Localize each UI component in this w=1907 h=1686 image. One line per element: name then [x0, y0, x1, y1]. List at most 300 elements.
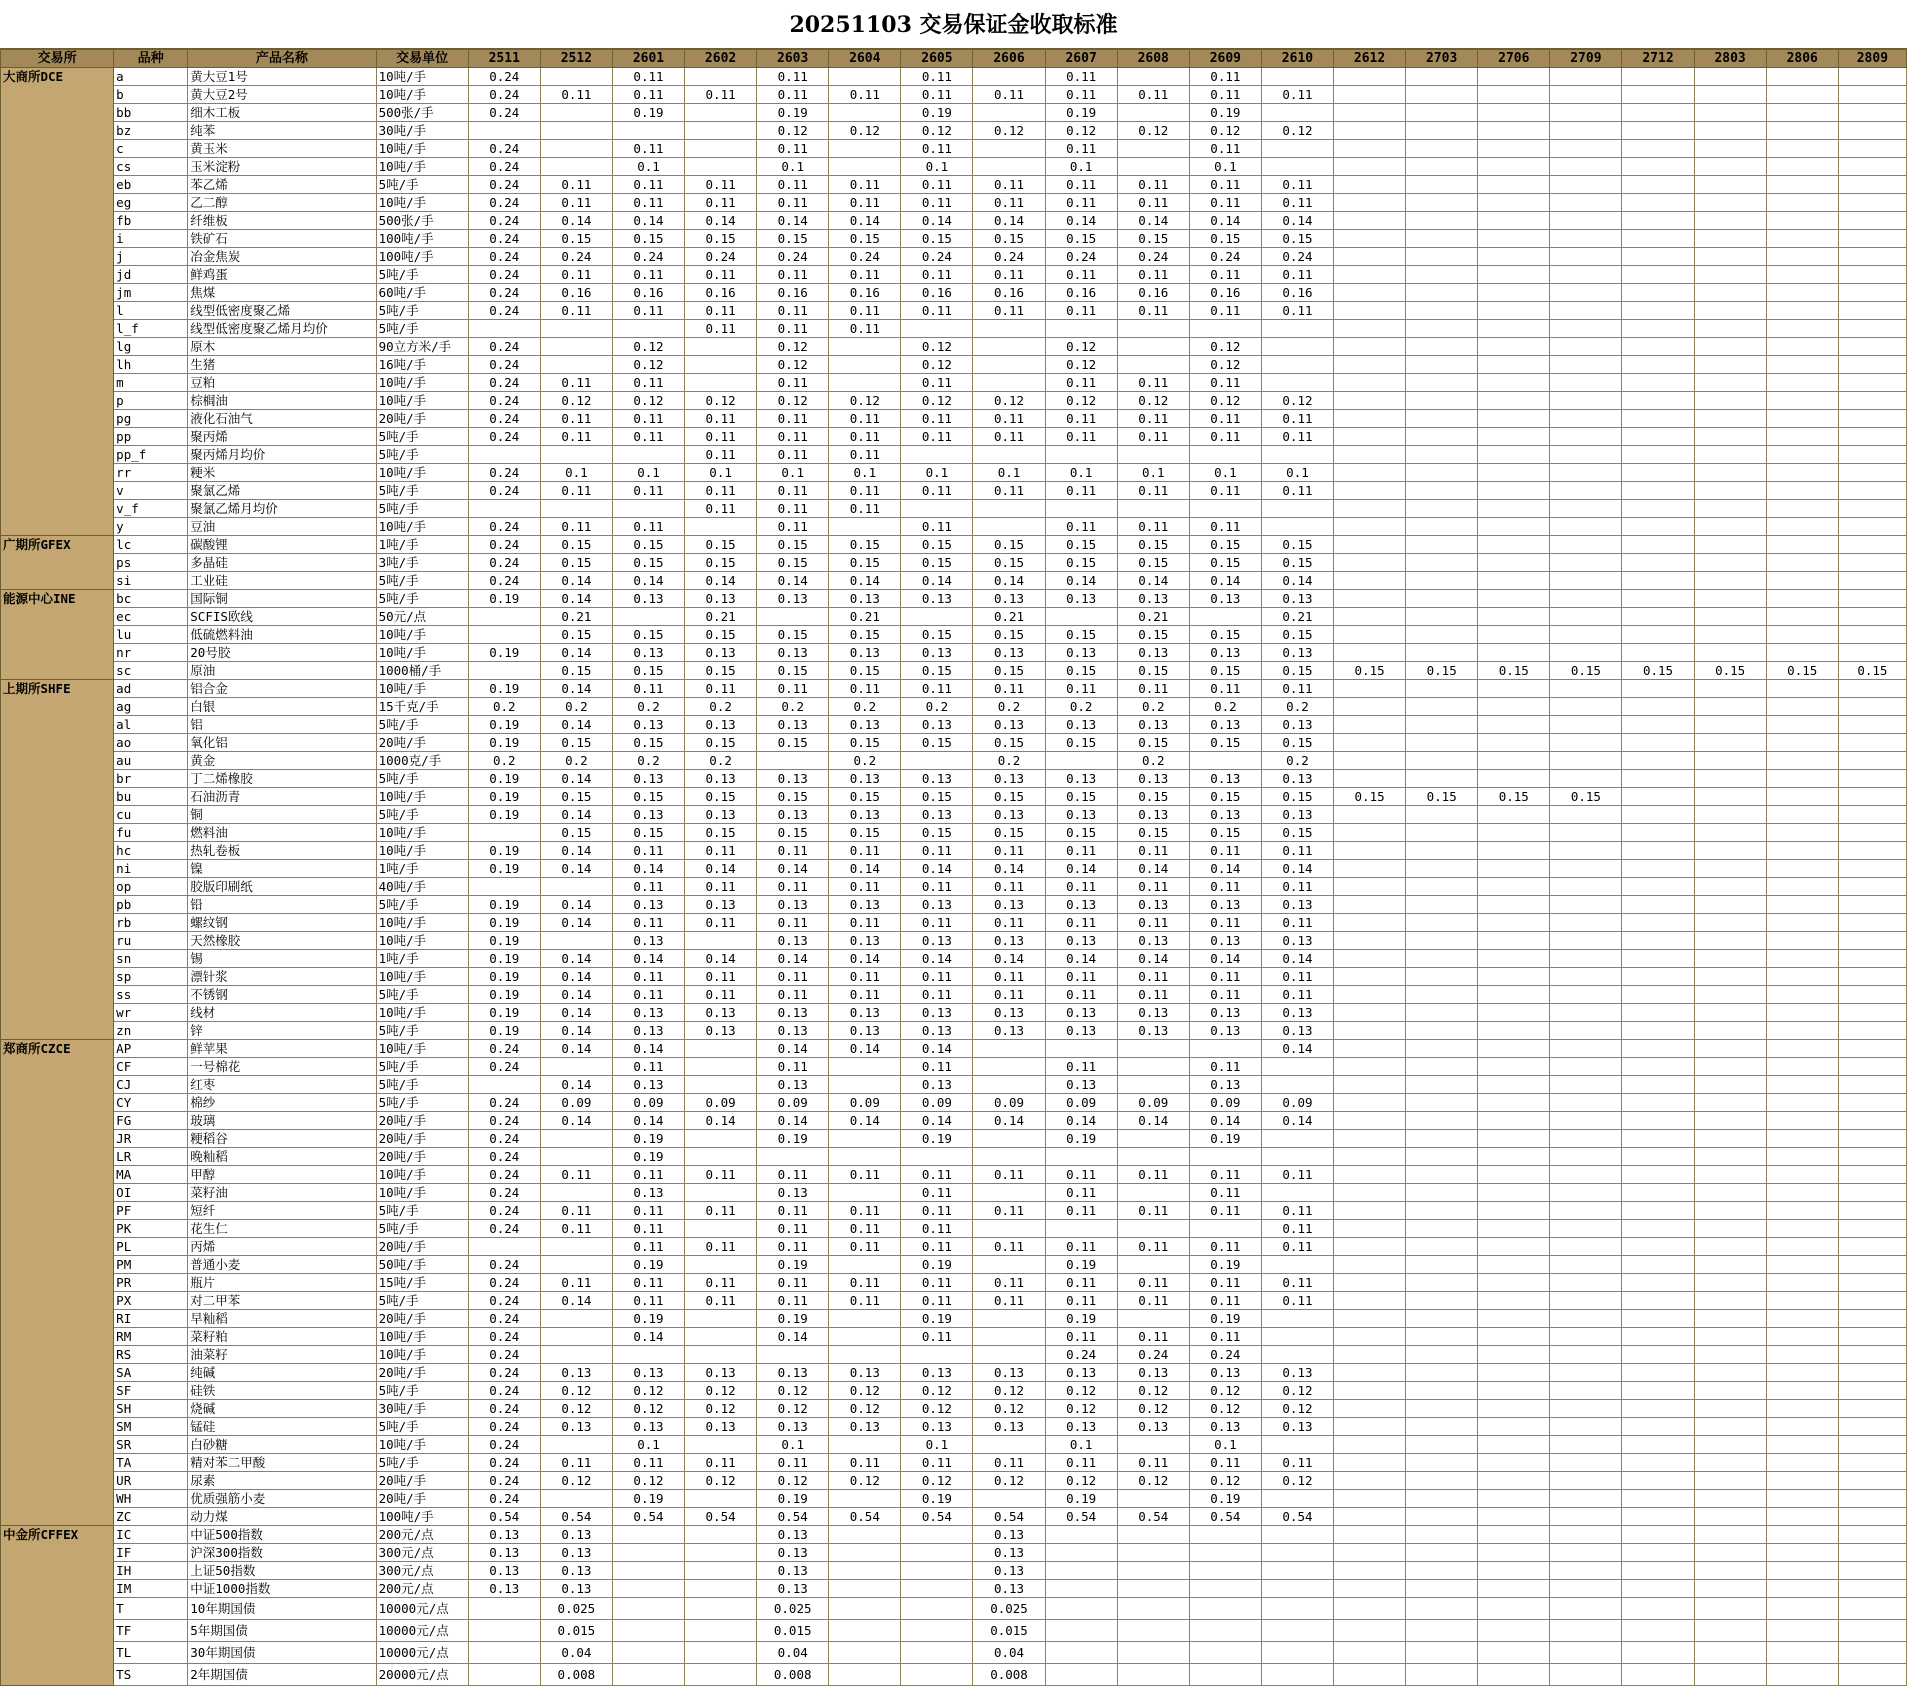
margin-rate-cell [1766, 1076, 1838, 1094]
margin-rate-cell [1694, 1436, 1766, 1454]
margin-rate-cell [1478, 1220, 1550, 1238]
margin-rate-cell [1838, 176, 1906, 194]
column-header: 2703 [1406, 50, 1478, 68]
margin-rate-cell: 0.14 [540, 1076, 612, 1094]
margin-rate-cell [1694, 1148, 1766, 1166]
margin-rate-cell [1334, 68, 1406, 86]
margin-rate-cell: 0.12 [973, 1382, 1045, 1400]
margin-rate-cell: 0.11 [1189, 302, 1261, 320]
margin-rate-cell: 0.12 [901, 122, 973, 140]
margin-rate-cell [1694, 788, 1766, 806]
product-name-cell: 油菜籽 [188, 1346, 376, 1364]
margin-rate-cell [1766, 536, 1838, 554]
margin-rate-cell: 0.11 [612, 428, 684, 446]
margin-rate-cell [612, 446, 684, 464]
margin-rate-cell: 0.15 [973, 788, 1045, 806]
margin-rate-cell: 0.13 [757, 1580, 829, 1598]
margin-rate-cell: 0.11 [1189, 86, 1261, 104]
margin-rate-cell [1694, 950, 1766, 968]
margin-rate-cell [1766, 1148, 1838, 1166]
margin-rate-cell [1694, 1508, 1766, 1526]
margin-rate-cell [1478, 1642, 1550, 1664]
product-name-cell: 普通小麦 [188, 1256, 376, 1274]
margin-rate-cell: 0.14 [540, 950, 612, 968]
margin-rate-cell: 0.13 [1261, 644, 1333, 662]
margin-rate-cell: 0.12 [901, 1472, 973, 1490]
margin-rate-cell [1334, 1076, 1406, 1094]
margin-rate-cell [1766, 1274, 1838, 1292]
margin-rate-cell [1334, 626, 1406, 644]
margin-rate-cell: 0.12 [757, 1382, 829, 1400]
margin-rate-cell: 0.14 [829, 1112, 901, 1130]
margin-rate-cell: 0.11 [757, 680, 829, 698]
margin-rate-cell [612, 1580, 684, 1598]
exchange-cell: 上期所SHFE [1, 680, 114, 1040]
margin-rate-cell: 0.11 [1117, 176, 1189, 194]
margin-rate-cell: 0.24 [468, 1328, 540, 1346]
margin-rate-cell [829, 1148, 901, 1166]
margin-rate-cell: 0.14 [540, 860, 612, 878]
margin-rate-cell: 0.11 [1261, 482, 1333, 500]
margin-rate-cell [1478, 212, 1550, 230]
margin-rate-cell [1406, 428, 1478, 446]
margin-rate-cell: 0.13 [901, 932, 973, 950]
product-name-cell: 冶金焦炭 [188, 248, 376, 266]
margin-rate-cell: 0.15 [612, 788, 684, 806]
margin-rate-cell [685, 1642, 757, 1664]
margin-rate-cell [1406, 842, 1478, 860]
margin-rate-cell [1550, 716, 1622, 734]
margin-rate-cell: 0.11 [757, 1274, 829, 1292]
margin-rate-cell: 0.15 [1117, 788, 1189, 806]
margin-rate-cell [1406, 122, 1478, 140]
margin-rate-cell [829, 158, 901, 176]
margin-rate-cell [1478, 1580, 1550, 1598]
margin-rate-cell [1622, 806, 1694, 824]
margin-rate-cell [1622, 482, 1694, 500]
margin-rate-cell [685, 104, 757, 122]
table-row [1, 896, 1907, 914]
margin-rate-cell [1334, 1166, 1406, 1184]
margin-rate-cell: 0.11 [685, 1274, 757, 1292]
margin-rate-cell [1550, 1562, 1622, 1580]
margin-rate-cell [1550, 158, 1622, 176]
margin-rate-cell [1838, 1310, 1906, 1328]
margin-rate-cell: 0.15 [1045, 554, 1117, 572]
margin-rate-cell [1117, 68, 1189, 86]
margin-rate-cell: 0.15 [685, 662, 757, 680]
margin-rate-cell: 0.13 [829, 716, 901, 734]
margin-rate-cell [1478, 1238, 1550, 1256]
margin-rate-cell [1261, 1436, 1333, 1454]
margin-rate-cell [1478, 734, 1550, 752]
margin-rate-cell [1334, 1184, 1406, 1202]
margin-rate-cell: 0.11 [540, 374, 612, 392]
margin-rate-cell: 0.12 [973, 392, 1045, 410]
margin-rate-cell: 0.24 [468, 140, 540, 158]
margin-rate-cell: 0.13 [468, 1526, 540, 1544]
table-row [1, 878, 1907, 896]
margin-rate-cell [1189, 1664, 1261, 1686]
margin-rate-cell [1334, 212, 1406, 230]
margin-rate-cell [1478, 518, 1550, 536]
margin-rate-cell [1622, 986, 1694, 1004]
margin-rate-cell [540, 1328, 612, 1346]
margin-rate-cell: 0.15 [612, 626, 684, 644]
margin-rate-cell [1766, 1094, 1838, 1112]
margin-rate-cell: 0.13 [685, 716, 757, 734]
margin-rate-cell [1622, 140, 1694, 158]
margin-rate-cell [1622, 1598, 1694, 1620]
margin-rate-cell [1117, 356, 1189, 374]
margin-rate-cell [1478, 356, 1550, 374]
margin-rate-cell: 0.15 [973, 536, 1045, 554]
symbol-cell: br [114, 770, 188, 788]
margin-rate-cell: 0.12 [1189, 122, 1261, 140]
margin-rate-cell: 0.1 [757, 158, 829, 176]
margin-rate-cell: 0.15 [1838, 662, 1906, 680]
margin-rate-cell [1189, 1580, 1261, 1598]
margin-rate-cell: 0.025 [757, 1598, 829, 1620]
margin-rate-cell [1838, 1022, 1906, 1040]
margin-rate-cell: 0.13 [1045, 1076, 1117, 1094]
margin-rate-cell: 0.12 [1117, 1400, 1189, 1418]
margin-rate-cell [1406, 1004, 1478, 1022]
product-name-cell: 黄大豆1号 [188, 68, 376, 86]
margin-rate-cell: 0.13 [685, 806, 757, 824]
margin-rate-cell: 0.24 [468, 1418, 540, 1436]
symbol-cell: WH [114, 1490, 188, 1508]
margin-rate-cell: 0.19 [901, 1310, 973, 1328]
margin-rate-cell: 0.19 [468, 770, 540, 788]
margin-rate-cell: 0.04 [540, 1642, 612, 1664]
margin-rate-cell [1766, 1310, 1838, 1328]
margin-rate-cell: 0.11 [757, 482, 829, 500]
margin-rate-cell [973, 1256, 1045, 1274]
margin-rate-cell [1622, 1058, 1694, 1076]
margin-rate-cell [1334, 878, 1406, 896]
trade-unit-cell: 20吨/手 [376, 1490, 468, 1508]
margin-rate-cell [1694, 104, 1766, 122]
margin-rate-cell: 0.13 [829, 644, 901, 662]
margin-rate-cell: 0.12 [901, 338, 973, 356]
margin-rate-cell: 0.14 [540, 986, 612, 1004]
margin-rate-cell [1406, 716, 1478, 734]
margin-rate-cell [1550, 1580, 1622, 1598]
symbol-cell: nr [114, 644, 188, 662]
trade-unit-cell: 20吨/手 [376, 734, 468, 752]
margin-rate-cell: 0.11 [901, 968, 973, 986]
margin-rate-cell: 0.15 [901, 734, 973, 752]
margin-rate-cell [973, 1076, 1045, 1094]
margin-rate-cell [901, 446, 973, 464]
table-row [1, 356, 1907, 374]
margin-rate-cell: 0.19 [1045, 104, 1117, 122]
margin-rate-cell: 0.11 [1045, 1058, 1117, 1076]
margin-rate-cell [829, 1642, 901, 1664]
margin-rate-cell [1694, 428, 1766, 446]
trade-unit-cell: 10吨/手 [376, 140, 468, 158]
margin-rate-cell: 0.1 [612, 1436, 684, 1454]
margin-rate-cell [1550, 1508, 1622, 1526]
margin-rate-cell [1550, 1238, 1622, 1256]
margin-rate-cell: 0.24 [468, 554, 540, 572]
margin-rate-cell: 0.14 [829, 950, 901, 968]
margin-rate-cell: 0.14 [901, 860, 973, 878]
margin-rate-cell: 0.19 [1045, 1130, 1117, 1148]
trade-unit-cell: 100吨/手 [376, 248, 468, 266]
margin-rate-cell: 0.12 [540, 1382, 612, 1400]
margin-rate-cell [1766, 824, 1838, 842]
margin-rate-cell: 0.13 [829, 1418, 901, 1436]
margin-rate-cell: 0.11 [1117, 482, 1189, 500]
margin-rate-cell [1478, 284, 1550, 302]
margin-rate-cell: 0.15 [1261, 230, 1333, 248]
margin-rate-cell [1406, 680, 1478, 698]
margin-rate-cell [1478, 410, 1550, 428]
margin-rate-cell [1334, 176, 1406, 194]
column-header: 2512 [540, 50, 612, 68]
margin-rate-cell [1334, 1664, 1406, 1686]
margin-rate-cell [1117, 1040, 1189, 1058]
margin-rate-cell: 0.11 [1189, 194, 1261, 212]
margin-rate-cell [1766, 1642, 1838, 1664]
table-row [1, 788, 1907, 806]
margin-rate-cell [1550, 824, 1622, 842]
margin-rate-cell [1766, 842, 1838, 860]
margin-rate-cell: 0.13 [757, 1076, 829, 1094]
margin-rate-cell [1334, 302, 1406, 320]
margin-rate-cell [1622, 788, 1694, 806]
margin-rate-cell [1478, 806, 1550, 824]
margin-rate-cell: 0.14 [1261, 860, 1333, 878]
trade-unit-cell: 10吨/手 [376, 626, 468, 644]
margin-rate-cell: 0.19 [757, 1256, 829, 1274]
table-row [1, 968, 1907, 986]
margin-rate-cell [1334, 554, 1406, 572]
symbol-cell: l [114, 302, 188, 320]
margin-rate-cell: 0.19 [468, 590, 540, 608]
margin-rate-cell [1189, 608, 1261, 626]
margin-rate-cell [1334, 1454, 1406, 1472]
trade-unit-cell: 10吨/手 [376, 464, 468, 482]
margin-rate-cell [685, 1436, 757, 1454]
margin-rate-cell: 0.12 [612, 1382, 684, 1400]
margin-rate-cell: 0.15 [612, 734, 684, 752]
margin-rate-cell [685, 932, 757, 950]
margin-rate-cell [1045, 1148, 1117, 1166]
margin-rate-cell: 0.15 [757, 554, 829, 572]
symbol-cell: i [114, 230, 188, 248]
margin-rate-cell: 0.13 [612, 1184, 684, 1202]
margin-rate-cell: 0.12 [612, 356, 684, 374]
margin-rate-cell [1334, 770, 1406, 788]
margin-rate-cell: 0.11 [612, 140, 684, 158]
margin-rate-cell [1766, 284, 1838, 302]
margin-rate-cell [1406, 1620, 1478, 1642]
symbol-cell: v_f [114, 500, 188, 518]
table-row [1, 1040, 1907, 1058]
margin-rate-cell [1838, 1274, 1906, 1292]
margin-rate-cell: 0.14 [1045, 1112, 1117, 1130]
margin-rate-cell: 0.13 [973, 716, 1045, 734]
margin-rate-cell [829, 374, 901, 392]
margin-rate-cell [1766, 770, 1838, 788]
margin-rate-cell [1406, 158, 1478, 176]
margin-rate-cell [1550, 356, 1622, 374]
margin-rate-cell: 0.19 [901, 104, 973, 122]
symbol-cell: au [114, 752, 188, 770]
margin-rate-cell [1694, 338, 1766, 356]
margin-rate-cell [829, 1058, 901, 1076]
margin-rate-cell [1117, 446, 1189, 464]
margin-rate-cell: 0.11 [1045, 266, 1117, 284]
margin-rate-cell: 0.11 [829, 1292, 901, 1310]
table-row [1, 410, 1907, 428]
margin-rate-cell [1550, 1436, 1622, 1454]
margin-rate-cell: 0.13 [973, 1004, 1045, 1022]
product-name-cell: 菜籽粕 [188, 1328, 376, 1346]
margin-rate-cell: 0.2 [685, 752, 757, 770]
margin-rate-cell [1622, 590, 1694, 608]
margin-rate-cell [1261, 500, 1333, 518]
table-row [1, 1544, 1907, 1562]
margin-rate-cell: 0.15 [1117, 536, 1189, 554]
margin-rate-cell [1334, 1040, 1406, 1058]
margin-rate-cell [1766, 266, 1838, 284]
table-row [1, 248, 1907, 266]
margin-rate-cell [1550, 752, 1622, 770]
margin-rate-cell: 0.11 [540, 410, 612, 428]
margin-rate-cell: 0.13 [757, 1544, 829, 1562]
table-row [1, 1346, 1907, 1364]
margin-rate-cell: 0.12 [1189, 1472, 1261, 1490]
margin-rate-cell: 0.13 [612, 1418, 684, 1436]
margin-rate-cell [1550, 698, 1622, 716]
margin-rate-cell: 0.54 [685, 1508, 757, 1526]
margin-rate-cell [1406, 1166, 1478, 1184]
margin-rate-cell: 0.14 [1261, 1112, 1333, 1130]
margin-rate-cell: 0.24 [829, 248, 901, 266]
margin-rate-cell: 0.14 [901, 212, 973, 230]
margin-rate-cell: 0.13 [973, 1418, 1045, 1436]
margin-rate-cell: 0.15 [540, 230, 612, 248]
margin-rate-cell: 0.13 [1189, 1022, 1261, 1040]
trade-unit-cell: 1吨/手 [376, 860, 468, 878]
margin-rate-cell: 0.11 [1261, 176, 1333, 194]
margin-rate-cell: 0.13 [1117, 896, 1189, 914]
margin-rate-cell [1838, 104, 1906, 122]
margin-rate-cell [1622, 1328, 1694, 1346]
margin-rate-cell [1550, 1364, 1622, 1382]
trade-unit-cell: 10000元/点 [376, 1642, 468, 1664]
margin-rate-cell [1838, 1328, 1906, 1346]
margin-rate-cell [1694, 896, 1766, 914]
margin-rate-cell: 0.19 [468, 734, 540, 752]
product-name-cell: 碳酸锂 [188, 536, 376, 554]
margin-rate-cell [1261, 518, 1333, 536]
product-name-cell: 线材 [188, 1004, 376, 1022]
trade-unit-cell: 5吨/手 [376, 590, 468, 608]
trade-unit-cell: 5吨/手 [376, 266, 468, 284]
margin-rate-cell: 0.15 [829, 734, 901, 752]
margin-rate-cell [1622, 86, 1694, 104]
margin-rate-cell [1189, 752, 1261, 770]
margin-rate-cell [1550, 410, 1622, 428]
margin-rate-cell [1334, 1436, 1406, 1454]
margin-rate-cell: 0.14 [612, 1112, 684, 1130]
margin-rate-cell [1694, 680, 1766, 698]
margin-rate-cell [829, 1562, 901, 1580]
margin-rate-cell: 0.13 [540, 1562, 612, 1580]
margin-rate-cell [1406, 824, 1478, 842]
margin-rate-cell: 0.19 [468, 968, 540, 986]
product-name-cell: 瓶片 [188, 1274, 376, 1292]
margin-rate-cell: 0.15 [540, 734, 612, 752]
margin-rate-cell [1550, 1598, 1622, 1620]
margin-rate-cell: 0.15 [973, 626, 1045, 644]
margin-rate-cell: 0.2 [973, 698, 1045, 716]
margin-rate-cell [1334, 590, 1406, 608]
margin-rate-cell: 0.13 [901, 806, 973, 824]
margin-rate-cell [1334, 824, 1406, 842]
margin-rate-cell: 0.11 [1261, 968, 1333, 986]
margin-rate-cell: 0.11 [1189, 968, 1261, 986]
margin-rate-cell [1478, 1040, 1550, 1058]
margin-rate-cell: 0.11 [1045, 1166, 1117, 1184]
symbol-cell: pb [114, 896, 188, 914]
margin-rate-cell [1334, 518, 1406, 536]
margin-rate-cell [1334, 284, 1406, 302]
margin-rate-cell [1478, 302, 1550, 320]
margin-rate-cell: 0.15 [1117, 554, 1189, 572]
margin-rate-cell [1334, 464, 1406, 482]
margin-rate-cell: 0.14 [973, 572, 1045, 590]
margin-rate-cell: 0.24 [1045, 1346, 1117, 1364]
margin-rate-cell [1406, 266, 1478, 284]
margin-rate-cell: 0.24 [468, 1472, 540, 1490]
margin-rate-cell [1838, 446, 1906, 464]
margin-rate-cell [1838, 1292, 1906, 1310]
margin-rate-cell: 0.11 [1045, 176, 1117, 194]
margin-rate-cell [1406, 950, 1478, 968]
margin-rate-cell: 0.11 [612, 968, 684, 986]
margin-rate-cell: 0.13 [1189, 1004, 1261, 1022]
margin-rate-cell: 0.14 [829, 1040, 901, 1058]
margin-rate-cell: 0.12 [757, 356, 829, 374]
margin-rate-cell: 0.24 [901, 248, 973, 266]
margin-rate-cell [1334, 680, 1406, 698]
margin-rate-cell [1478, 1310, 1550, 1328]
margin-rate-cell [1478, 1346, 1550, 1364]
margin-rate-cell [1766, 950, 1838, 968]
margin-rate-cell: 0.14 [901, 1040, 973, 1058]
exchange-cell: 大商所DCE [1, 68, 114, 536]
margin-rate-cell [1838, 1642, 1906, 1664]
margin-rate-cell [1694, 158, 1766, 176]
margin-rate-cell [1189, 1620, 1261, 1642]
margin-rate-cell: 0.13 [1261, 716, 1333, 734]
margin-rate-cell: 0.11 [540, 518, 612, 536]
margin-rate-cell [1622, 572, 1694, 590]
margin-rate-cell [1622, 1562, 1694, 1580]
margin-rate-cell: 0.13 [1117, 1364, 1189, 1382]
margin-rate-cell: 0.11 [901, 1292, 973, 1310]
table-row [1, 1454, 1907, 1472]
margin-rate-cell: 0.13 [757, 644, 829, 662]
product-name-cell: 原木 [188, 338, 376, 356]
margin-rate-cell: 0.015 [540, 1620, 612, 1642]
